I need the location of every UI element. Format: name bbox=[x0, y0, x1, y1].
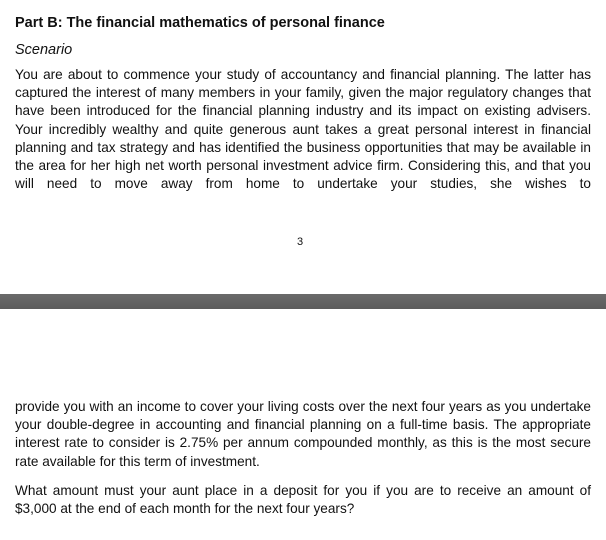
page-number: 3 bbox=[296, 236, 304, 248]
question-paragraph: What amount must your aunt place in a deposit for you if you are to receive an amount of $3,000 at the end of each month for the next four years? bbox=[15, 483, 591, 517]
scenario-paragraph-2: provide you with an income to cover your living costs over the next four years as you undertake your double-degree in accounting and financial planning on a full-time basis. The appropriate interest rate to consider is 2.75% per annum compounded monthly, as this is the most secure rate available for this term of investment. bbox=[15, 399, 591, 469]
page-break-divider bbox=[0, 294, 606, 309]
scenario-paragraph-1: You are about to commence your study of accountancy and financial planning. The latter has captured the interest of many members in your family, given the major regulatory changes that have been introduced for the financial planning industry and its impact on existing advisers. Your incredibly wealthy and quite generous aunt takes a great personal interest in financial planning and tax strategy and has identified the business opportunities that may be available in the area for her high net worth personal investment advice firm. Considering this, and that you will need to move away from home to undertake your studies, she wishes to bbox=[15, 67, 591, 192]
scenario-subheading: Scenario bbox=[15, 42, 73, 58]
section-heading: Part B: The financial mathematics of personal finance bbox=[15, 15, 385, 31]
